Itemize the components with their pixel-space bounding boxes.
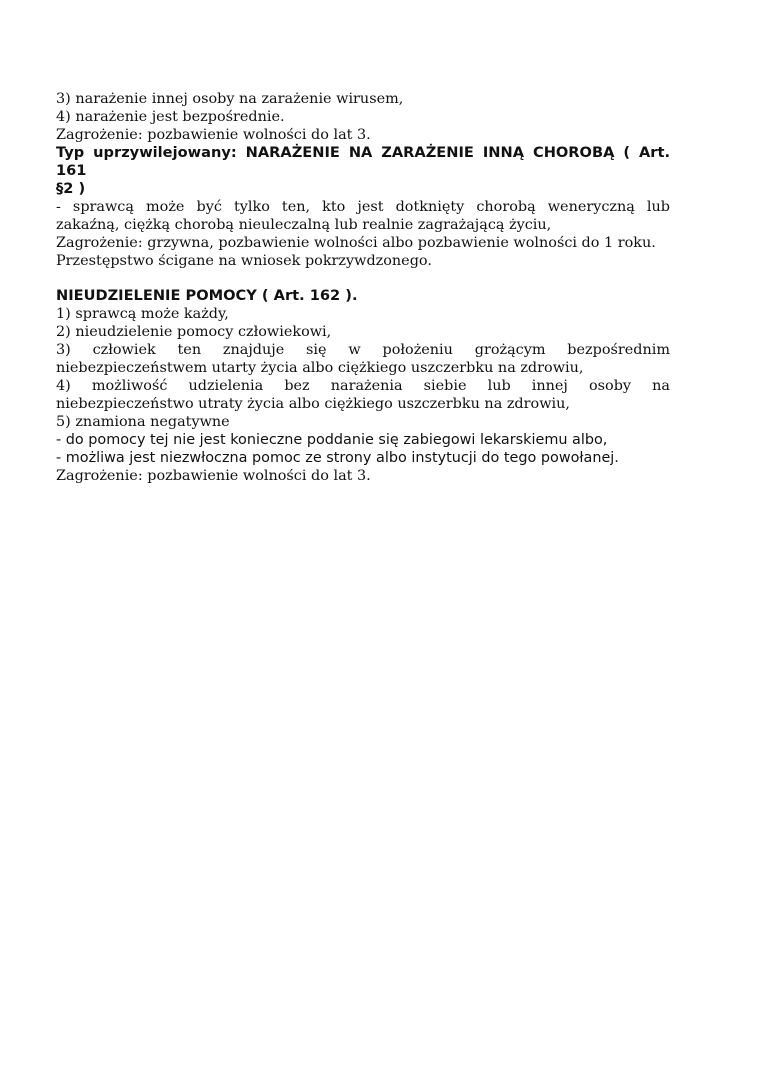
spacer [56,270,670,287]
list-item: 1) sprawcą może każdy, [56,306,229,322]
list-item: 4) narażenie jest bezpośrednie. [56,109,285,125]
list-item: - możliwa jest niezwłoczna pomoc ze strony albo instytucji do tego powołanej. [56,450,619,466]
list-item: 2) nieudzielenie pomocy człowiekowi, [56,324,332,340]
list-item: - do pomocy tej nie jest konieczne poddanie się zabiegowi lekarskiemu albo, [56,432,608,448]
paragraph-line: Przestępstwo ścigane na wniosek pokrzywdzonego. [56,253,432,269]
section-heading-continued: §2 ) [56,180,86,197]
section-heading: Typ uprzywilejowany: NARAŻENIE NA ZARAŻENIE INNĄ CHOROBĄ ( Art. 161 [56,144,670,179]
penalty-text: Zagrożenie: pozbawienie wolności do lat 3. [56,127,371,143]
list-item: 5) znamiona negatywne [56,414,230,430]
document-page [56,90,670,485]
list-item: 3) narażenie innej osoby na zarażenie wirusem, [56,91,404,107]
paragraph-line: - sprawcą może być tylko ten, kto jest dotknięty chorobą weneryczną lub [56,199,670,215]
list-item-continued: niebezpieczeństwo utraty życia albo ciężkiego uszczerbku na zdrowiu, [56,396,570,412]
list-item: 3) człowiek ten znajduje się w położeniu grożącym bezpośrednim [56,342,670,358]
penalty-text: Zagrożenie: grzywna, pozbawienie wolności albo pozbawienie wolności do 1 roku. [56,235,656,251]
section-heading: NIEUDZIELENIE POMOCY ( Art. 162 ). [56,287,358,304]
list-item-continued: niebezpieczeństwem utarty życia albo ciężkiego uszczerbku na zdrowiu, [56,360,584,376]
list-item: 4) możliwość udzielenia bez narażenia siebie lub innej osoby na [56,378,670,394]
paragraph-line: zakaźną, ciężką chorobą nieuleczalną lub realnie zagrażającą życiu, [56,217,552,233]
penalty-text: Zagrożenie: pozbawienie wolności do lat 3. [56,468,371,484]
